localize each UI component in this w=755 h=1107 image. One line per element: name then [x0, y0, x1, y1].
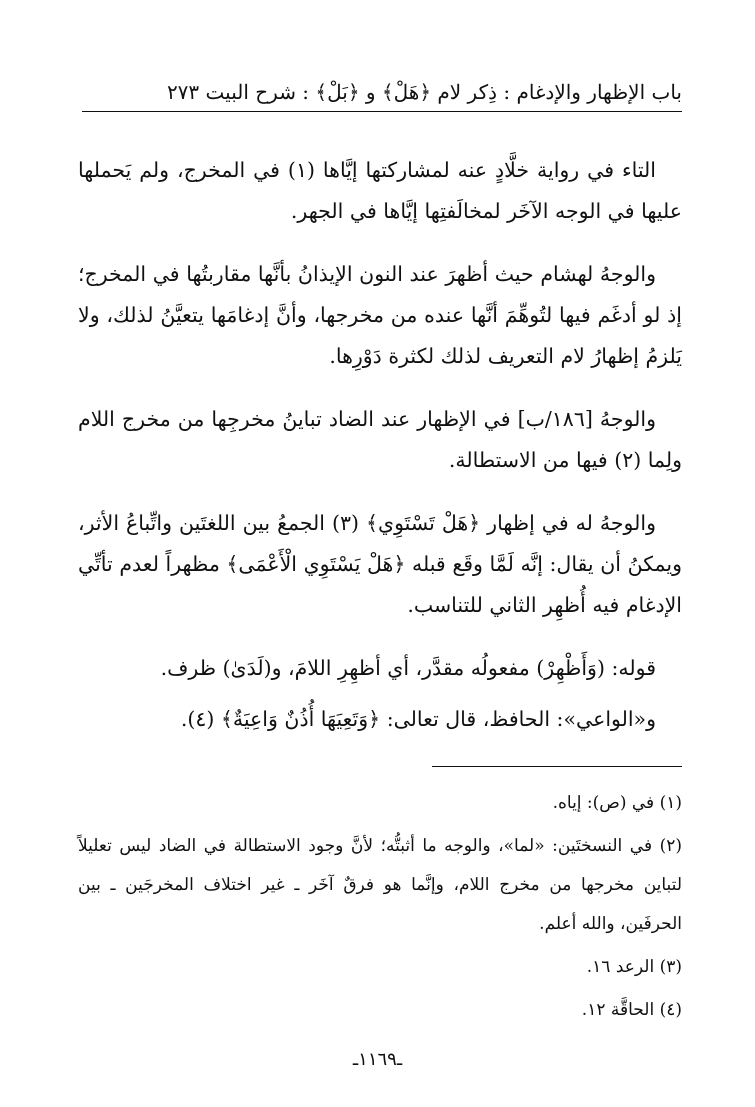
paragraph-5: قوله: (وَأَظْهِرْ) مفعولُه مقدَّر، أي أظهِرِ اللامَ، و(لَدَىٰ) ظرف. [160, 656, 656, 680]
footnote-4: (٤) الحاقَّة ١٢. [581, 1000, 682, 1020]
footnotes [78, 784, 682, 1034]
paragraph-1: التاء في رواية خلَّادٍ عنه لمشاركتها إيَّاها (١) في المخرج، ولم يَحملها عليها في الوجه الآخَر لمخالَفتِها إيَّاها في الجهر. [78, 158, 682, 223]
page-number: ـ١١٦٩ـ [352, 1049, 403, 1070]
running-header: باب الإظهار والإدغام : ذِكر لام ﴿هَلْ﴾ و ﴿بَلْ﴾ : شرح البيت ٢٧٣ [166, 80, 682, 104]
footnote-1: (١) في (ص): إياه. [552, 793, 682, 813]
paragraph-3: والوجهُ [١٨٦/ب] في الإظهار عند الضاد تباينُ مخرجِها من مخرج اللام ولِما (٢) فيها من الاستطالة. [78, 407, 682, 472]
paragraph-6: و«الواعي»: الحافظ، قال تعالى: ﴿وَتَعِيَهَا أُذُنٌ وَاعِيَةٌ﴾ (٤). [180, 707, 656, 731]
footnote-3: (٣) الرعد ١٦. [586, 957, 682, 977]
paragraph-2: والوجهُ لهشام حيث أظهرَ عند النون الإيذانُ بأنَّها مقاربتُها في المخرج؛ إذ لو أدغَم فيها لتُوهِّمَ أنَّها عنده من مخرجها، وأنَّ إدغامَها يتعيَّنُ لذلك، ولا يَلزمُ إظهارُ لام التعريف لذلك لكثرة دَوْرِها. [78, 262, 682, 368]
paragraph-4: والوجهُ له في إظهار ﴿هَلْ تَسْتَوِي﴾ (٣) الجمعُ بين اللغتَين واتِّباعُ الأثر، ويمكنُ أن يقال: إنَّه لَمَّا وقَع قبله ﴿هَلْ يَسْتَوِي الْأَعْمَى﴾ مظهراً لعدم تأتِّي الإدغام فيه أُظهِر الثاني للتناسب. [78, 511, 682, 617]
main-text [78, 150, 682, 762]
footnote-divider [432, 766, 682, 767]
footnote-2: (٢) في النسختَين: «لما»، والوجه ما أثبتُّه؛ لأنَّ وجود الاستطالة في الضاد ليس تعليلاً لتباين مخرجها من مخرج اللام، وإنَّما هو فرقٌ آخَر ـ غير اختلاف المخرجَين ـ بين الحرفَين، والله أعلم. [78, 836, 682, 934]
header-divider [82, 111, 682, 112]
